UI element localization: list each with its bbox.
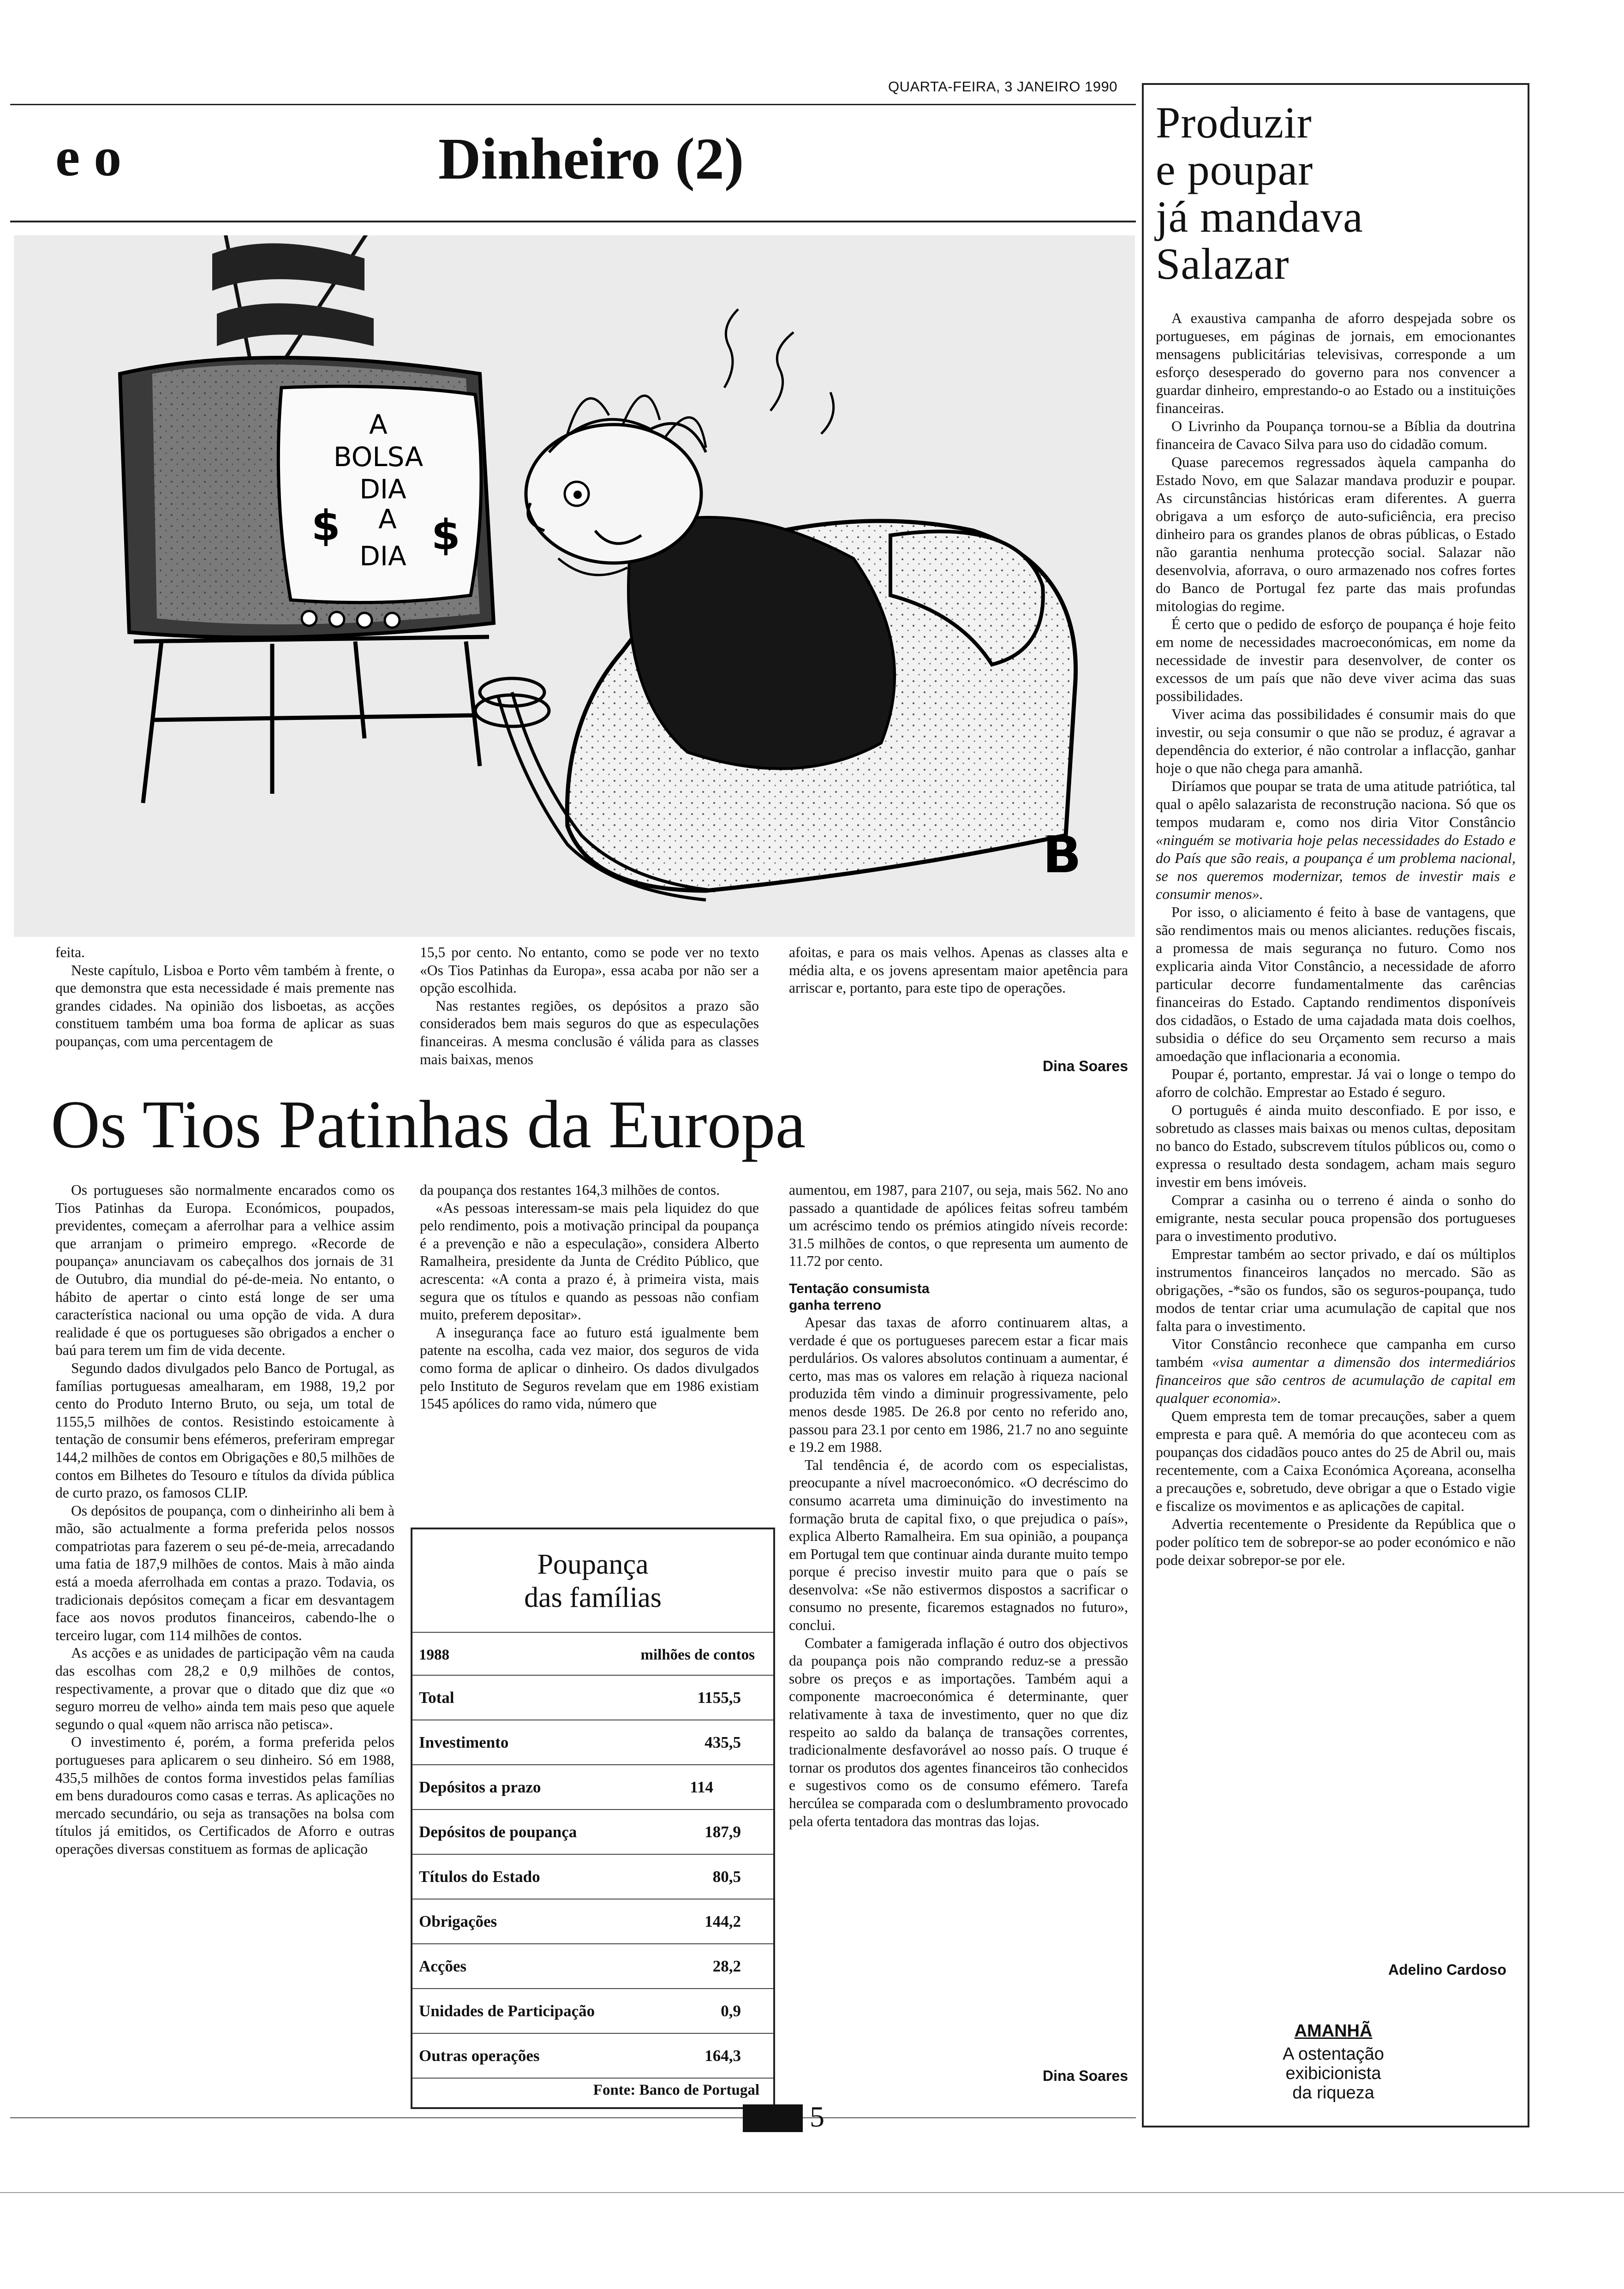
paragraph: aumentou, em 1987, para 2107, ou seja, mais 562. No ano passado a quantidade de apólices feitas sofreu também um acréscimo tendo os prémios atingido níveis recorde: 31.5 milhões de contos, o que representa um aumento de 11.72 por cento. bbox=[789, 1182, 1128, 1270]
paragraph: As acções e as unidades de participação vêm na cauda das escolhas com 28,2 e 0,9 milhões de contos, respectivamente, a provar que o ditado que diz que «o seguro morreu de velho» ainda tem mais peso que aquele segundo o qual «quem não arrisca não petisca». bbox=[55, 1645, 394, 1732]
text-run: Vitor Constâncio reconhece que campanha em curso também bbox=[1156, 1336, 1516, 1370]
table-row bbox=[412, 1676, 773, 1720]
table-row bbox=[412, 1810, 773, 1854]
row-value: 187,9 bbox=[657, 1810, 773, 1854]
sidebar-body bbox=[1156, 309, 1516, 1569]
row-label: Obrigações bbox=[412, 1899, 657, 1944]
row-value: 80,5 bbox=[657, 1854, 773, 1899]
row-value: 0,9 bbox=[657, 1989, 773, 2033]
table-row bbox=[412, 1765, 773, 1810]
article1-col3 bbox=[789, 944, 1128, 997]
cartoon-svg bbox=[14, 235, 1135, 937]
row-label: Depósitos a prazo bbox=[412, 1765, 657, 1810]
paragraph: Por isso, o aliciamento é feito à base de vantagens, que são rendimentos mais ou menos aliciantes. reduções fiscais, a promessa de mais segurança no futuro. Como nos explicaria ainda Vitor Constâncio, a necessidade de aforro particular decorre fundamentalmente das carências financeiras do Estado. Captando rendimentos disponíveis dos cidadãos, o Estado de uma cajadada mata dois coelhos, subsidia o défice do seu Orçamento sem recurso a mais amoedação que inflacionaria a economia. bbox=[1156, 904, 1516, 1064]
article2-headline: Os Tios Patinhas da Europa bbox=[51, 1087, 806, 1162]
paragraph: Quase parecemos regressados àquela campanha do Estado Novo, em que Salazar mandava produzir e poupar. As circunstâncias históricas eram diferentes. A guerra obrigava a um esforço de auto-suficiência, era preciso dinheiro para os grandes planos de obras públicas, o Estado não garantia nenhuma protecção social. Salazar não desenvolvia, aforrava, o ouro armazenado nos cofres fortes do Banco de Portugal fez parte das mais profundas mitologias do regime. bbox=[1156, 454, 1516, 614]
paragraph: Combater a famigerada inflação é outro dos objectivos da poupança pois não comprando reduz-se a pressão sobre os preços e as importações. Também aqui a componente macroeconómica é determinante, quer relativamente à taxa de investimento, quer no que diz respeito ao saldo da balança de transações correntes, tradicionalmente desfavorável ao nosso país. O truque é tornar os produtos dos agentes financeiros tão conhecidos e sugestivos como os de consumo efémero. Tarefa hercúlea se comparada com o deslumbramento provocado pela oferta tentadora das montras das lojas. bbox=[789, 1635, 1128, 1829]
table-row bbox=[412, 1989, 773, 2033]
paragraph: Quem empresta tem de tomar precauções, saber a quem empresta e para quê. A memória do que aconteceu com as poupanças dos cidadãos pouco antes do 25 de Abril ou, mais recentemente, com a Caixa Económica Açoreana, aconselha a precauções e, sobretudo, deve obrigar a que o Estado vigie e fiscalize os movimentos e as aplicações de capital. bbox=[1156, 1408, 1516, 1514]
row-label: Outras operações bbox=[412, 2033, 657, 2078]
row-label: Acções bbox=[412, 1944, 657, 1989]
headline-line: e poupar bbox=[1156, 145, 1314, 194]
footer-logo bbox=[743, 2104, 803, 2132]
paragraph: Poupar é, portanto, emprestar. Já vai o longe o tempo do aforro de colchão. Emprestar ao Estado é seguro. bbox=[1156, 1066, 1516, 1100]
screen-text-2: BOLSA bbox=[333, 441, 424, 473]
row-label: Unidades de Participação bbox=[412, 1989, 657, 2033]
table-title-1: Poupança bbox=[537, 1549, 649, 1580]
article1-byline: Dina Soares bbox=[1043, 1058, 1128, 1074]
bottom-rule bbox=[0, 2192, 1624, 2193]
table-title-2: das famílias bbox=[524, 1582, 662, 1613]
masthead-top-rule bbox=[10, 104, 1136, 105]
table-source: Fonte: Banco de Portugal bbox=[593, 2082, 759, 2098]
row-label: Depósitos de poupança bbox=[412, 1810, 657, 1854]
table-row bbox=[412, 1899, 773, 1944]
row-label: Investimento bbox=[412, 1720, 657, 1765]
section-fragment: e o bbox=[55, 126, 122, 187]
paragraph: Os depósitos de poupança, com o dinheirinho ali bem à mão, são actualmente a forma preferida pelos nossos compatriotas para fazerem o seu pé-de-meia, arrecadando uma fatia de 187,9 milhões de contos. Mais à mão ainda está a moeda aferrolhada em contas a prazo. Todavia, os tradicionais depósitos começam a ficar em desvantagem face aos novos produtos financeiros, cabendo-lhe o terceiro lugar, com 114 milhões de contos. bbox=[55, 1502, 394, 1643]
screen-dollar-left: $ bbox=[311, 502, 340, 550]
headline-line: Produzir bbox=[1156, 98, 1312, 147]
row-value: 1155,5 bbox=[657, 1676, 773, 1720]
savings-table-box bbox=[411, 1528, 775, 2109]
sidebar-byline: Adelino Cardoso bbox=[1388, 1961, 1506, 1978]
paragraph: 15,5 por cento. No entanto, como se pode ver no texto «Os Tios Patinhas da Europa», essa acaba por não ser a opção escolhida. bbox=[420, 944, 759, 996]
paragraph: Comprar a casinha ou o terreno é ainda o sonho do emigrante, nesta secular pouca propensão dos portugueses para o investimento produtivo. bbox=[1156, 1192, 1516, 1244]
headline-line: já mandava bbox=[1156, 192, 1363, 241]
paragraph: Advertia recentemente o Presidente da República que o poder político tem de sobrepor-se ao poder económico e não pode deixar sobrepor-se por ele. bbox=[1156, 1516, 1516, 1568]
row-value: 114 bbox=[657, 1765, 773, 1810]
quote-run: «ninguém se motivaria hoje pelas necessidades do Estado e do País que são reais, a poupança é um problema nacional, se nos queremos modernizar, temos de investir mais e consumir menos». bbox=[1156, 832, 1516, 902]
page-number: 5 bbox=[810, 2100, 824, 2133]
table-row bbox=[412, 1854, 773, 1899]
row-value: 144,2 bbox=[657, 1899, 773, 1944]
row-label: Títulos do Estado bbox=[412, 1854, 657, 1899]
paragraph bbox=[1156, 1335, 1516, 1407]
paragraph: O investimento é, porém, a forma preferida pelos portugueses para aplicarem o seu dinheiro. Só em 1988, 435,5 milhões de contos forma investidos pelas famílias em bens duradouros como casas e terras. As aplicações no mercado secundário, ou seja as transações na bolsa com títulos já emitidos, os Certificados de Aforro e outras operações diversas constituem as formas de aplicação bbox=[55, 1734, 394, 1857]
paragraph: Emprestar também ao sector privado, e daí os múltiplos instrumentos financeiros lançados no mercado. São as obrigações, -*são os fundos, são os seguros-poupança, tudo modos de tentar criar uma acumulação de capital que nos falta para o investimento. bbox=[1156, 1246, 1516, 1334]
paragraph: «As pessoas interessam-se mais pela liquidez do que pelo rendimento, pois a motivação principal da poupança é a prevenção e não a especulação», considera Alberto Ramalheira, presidente da Junta de Crédito Público, que acrescenta: «A conta a prazo é, à primeira vista, mais segura que os títulos e quando as pessoas não confiam muito, preferem depositar». bbox=[420, 1199, 759, 1323]
paragraph: A insegurança face ao futuro está igualmente bem patente na escolha, cada vez maior, dos seguros de vida como forma de aplicar o dinheiro. Os dados divulgados pelo Instituto de Seguros revelam que em 1986 existiam 1545 apólices do ramo vida, número que bbox=[420, 1324, 759, 1412]
date-line: QUARTA-FEIRA, 3 JANEIRO 1990 bbox=[888, 78, 1117, 95]
row-value: 164,3 bbox=[657, 2033, 773, 2078]
cartoonist-signature: B bbox=[1043, 825, 1081, 884]
article1-col1 bbox=[55, 944, 394, 1051]
subhead-line2: ganha terreno bbox=[789, 1297, 882, 1313]
amanha-block bbox=[1255, 2021, 1412, 2103]
paragraph: Tal tendência é, de acordo com os especialistas, preocupante a nível macroeconómico. «O decréscimo do consumo acarreta uma diminuição do investimento na formação bruta de capital fixo, o que prejudica o país», explica Alberto Ramalheira. Em sua opinião, a poupança em Portugal tem que continuar ainda durante muito tempo porque é preciso investir muito para que o país se desenvolva: «Se não estivermos dispostos a sacrificar o consumo no presente, ficaremos estagnados no futuro», conclui. bbox=[789, 1456, 1128, 1634]
paragraph: Nas restantes regiões, os depósitos a prazo são considerados bem mais seguros do que as especulações financeiras. A mesma conclusão é válida para as classes mais baixas, menos bbox=[420, 997, 759, 1067]
paragraph: Viver acima das possibilidades é consumir mais do que investir, ou seja consumir o que não se produz, é agravar a dependência do exterior, é não controlar a inflacção, ganhar hoje o que não chega para amanhã. bbox=[1156, 706, 1516, 776]
paragraph: feita. bbox=[55, 944, 85, 960]
amanha-line: da riqueza bbox=[1292, 2083, 1374, 2103]
paragraph: O português é ainda muito desconfiado. E por isso, e sobretudo as classes mais baixas ou menos cultas, depositam no banco do Estado, subscrevem títulos públicos ou, como o expressa o resultado desta sondagem, acham mais seguro investir em bens imóveis. bbox=[1156, 1102, 1516, 1190]
screen-text-1: A bbox=[369, 409, 388, 440]
paragraph: Neste capítulo, Lisboa e Porto vêm também à frente, o que demonstra que esta necessidade é mais premente nas grandes cidades. Na opinião dos lisboetas, as acções constituem também uma boa forma de aplicar as suas poupanças, com uma percentagem de bbox=[55, 962, 394, 1049]
screen-text-4: A bbox=[378, 503, 397, 535]
footer-rule bbox=[10, 2117, 1136, 2118]
paragraph: A exaustiva campanha de aforro despejada sobre os portugueses, em páginas de jornais, em emocionantes mensagens publicitárias televisivas, corresponde a um esforço desesperado do governo para nos convencer a guardar dinheiro, emprestando-o ao Estado ou a instituições financeiras. bbox=[1156, 310, 1516, 416]
screen-text-5: DIA bbox=[359, 540, 406, 572]
text-run: Diríamos que poupar se trata de uma atitude patriótica, tal qual o apêlo salazarista de reconstrução naciona. Só que os tempos mudaram e, como nos diria Vitor Constâncio bbox=[1156, 778, 1516, 830]
paragraph bbox=[1156, 777, 1516, 903]
article2-byline: Dina Soares bbox=[1043, 2067, 1128, 2084]
row-value: 435,5 bbox=[657, 1720, 773, 1765]
table-row bbox=[412, 1720, 773, 1765]
quote-run: «visa aumentar a dimensão dos intermediários financeiros que são centros de acumulação de capital em qualquer economia». bbox=[1156, 1354, 1516, 1406]
sidebar-headline bbox=[1156, 99, 1516, 288]
row-value: 28,2 bbox=[657, 1944, 773, 1989]
amanha-line: A ostentação bbox=[1283, 2044, 1384, 2064]
table-row bbox=[412, 2033, 773, 2078]
article1-col2 bbox=[420, 944, 759, 1068]
paragraph: Apesar das taxas de aforro continuarem altas, a verdade é que os portugueses parecem estar a ficar mais perdulários. Os valores absolutos continuam a aumentar, é certo, mas mas os valores em relação à riqueza nacional produzida têm vindo a diminuir progressivamente, pelo menos desde 1985. De 26.8 por cento no referido ano, passou para 23.1 por cento em 1986, 21.7 no ano seguinte e 19.2 em 1988. bbox=[789, 1314, 1128, 1456]
page-title: Dinheiro (2) bbox=[438, 126, 744, 192]
amanha-line: exibicionista bbox=[1285, 2064, 1381, 2083]
table-unit: milhões de contos bbox=[640, 1647, 755, 1663]
paragraph: Segundo dados divulgados pelo Banco de Portugal, as famílias portuguesas amealharam, em 1988, 19,2 por cento do Produto Interno Bruto, ou seja, um total de 1155,5 milhões de contos. Resistindo estoicamente à tentação de consumir bens efémeros, preferiram empregar 144,2 milhões de contos em Obrigações e 80,5 milhões de contos em Bilhetes do Tesouro e títulos da dívida pública de curto prazo, os famosos CLIP. bbox=[55, 1360, 394, 1501]
article2-col2 bbox=[420, 1181, 759, 1413]
table-year: 1988 bbox=[419, 1647, 449, 1663]
screen-text-3: DIA bbox=[359, 473, 406, 505]
masthead-bottom-rule bbox=[10, 221, 1136, 222]
headline-line: Salazar bbox=[1156, 239, 1290, 288]
row-label: Total bbox=[412, 1676, 657, 1720]
tv-set bbox=[120, 358, 494, 637]
paragraph: afoitas, e para os mais velhos. Apenas as classes alta e média alta, e os jovens apresentam maior apetência para arriscar e, portanto, para este tipo de operações. bbox=[789, 944, 1128, 996]
screen-dollar-right: $ bbox=[431, 511, 460, 559]
cartoon-illustration bbox=[14, 235, 1135, 937]
amanha-label: AMANHÃ bbox=[1294, 2021, 1373, 2041]
article2-col3 bbox=[789, 1181, 1128, 1830]
savings-table bbox=[412, 1676, 773, 2079]
paragraph: da poupança dos restantes 164,3 milhões de contos. bbox=[420, 1182, 720, 1198]
paragraph: O Livrinho da Poupança tornou-se a Bíblia da doutrina financeira de Cavaco Silva para uso do cidadão comum. bbox=[1156, 418, 1516, 452]
paragraph: É certo que o pedido de esforço de poupança é hoje feito em nome de necessidades macroeconómicas, em nome da necessidade de investir para desenvolver, de conter os excessos de um país que não deve viver acima das suas possibilidades. bbox=[1156, 616, 1516, 704]
subhead-line1: Tentação consumista bbox=[789, 1281, 930, 1296]
article2-col1 bbox=[55, 1181, 394, 1858]
table-row bbox=[412, 1944, 773, 1989]
paragraph: Os portugueses são normalmente encarados como os Tios Patinhas da Europa. Económicos, poupados, previdentes, começam a aferrolhar para a velhice assim que arranjam o primeiro emprego. «Recorde de poupança» anunciavam os cabeçalhos dos jornais de 31 de Outubro, dia mundial do pé-de-meia. No entanto, o hábito de apertar o cinto está longe de ser uma característica nacional ou uma opção de vida. A dura realidade é que os portugueses são obrigados a encher o baú para terem um fim de vida decente. bbox=[55, 1182, 394, 1359]
